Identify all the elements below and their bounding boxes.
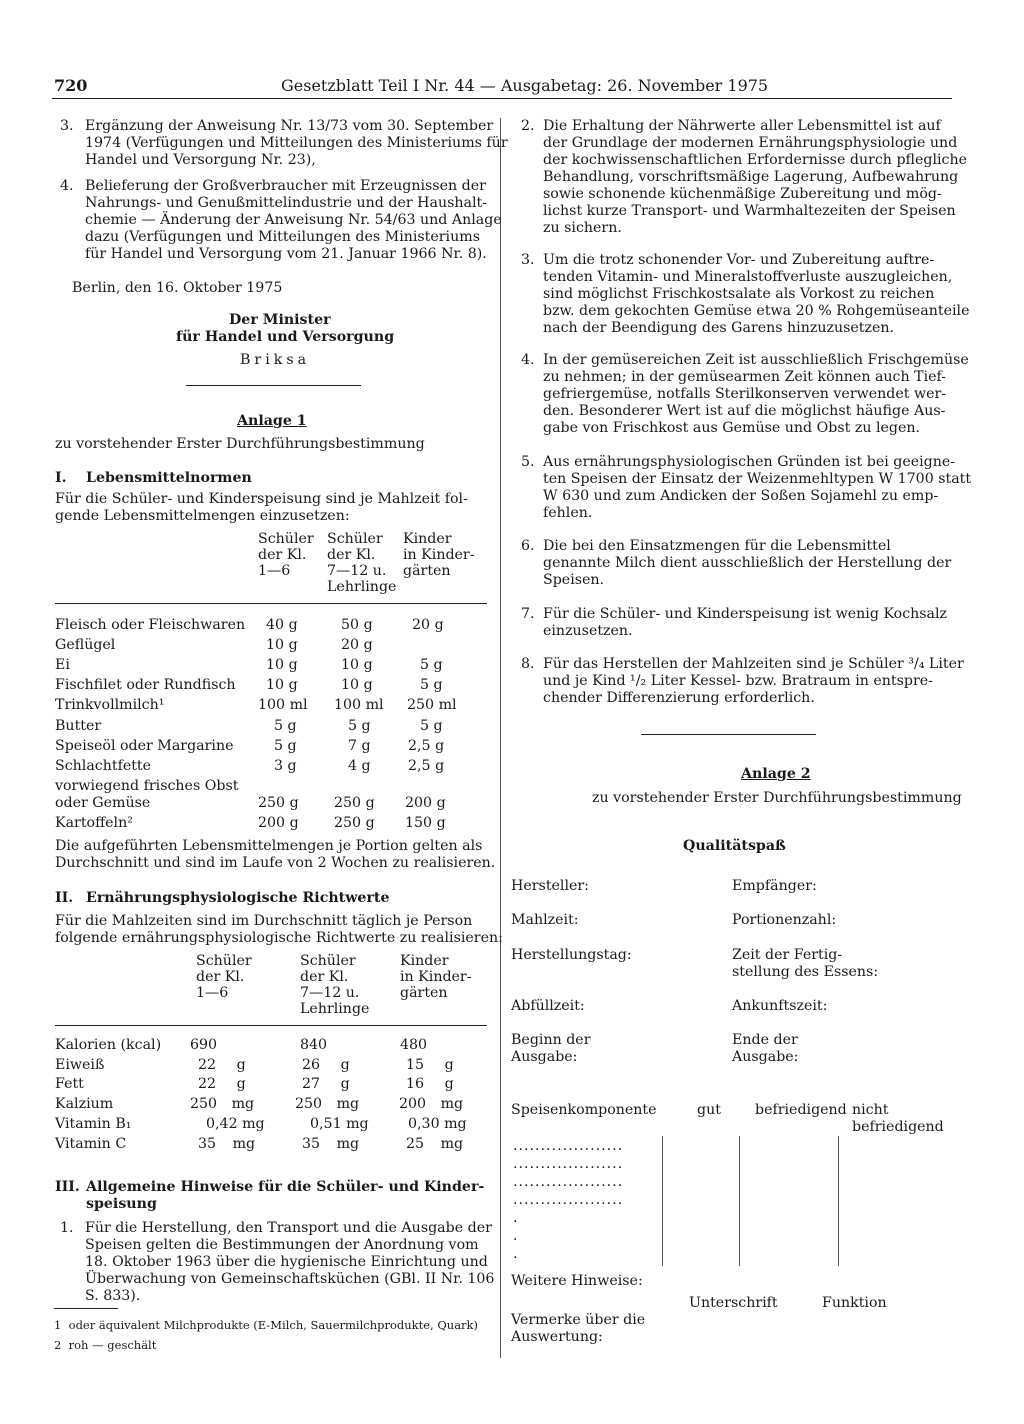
column-header-grade-1-6: Schüler der Kl. 1—6 <box>258 531 314 579</box>
field-mahlzeit: Mahlzeit: <box>511 912 579 928</box>
rating-header-nicht-line2: befriedigend <box>852 1119 944 1135</box>
vermerke-line1: Vermerke über die <box>511 1312 646 1328</box>
footnote-2: 2 roh — geschält <box>54 1338 157 1352</box>
column-header-grade-7-12: Schüler der Kl. 7—12 u. Lehrlinge <box>327 531 397 595</box>
rating-header-nicht-line1: nicht <box>852 1102 889 1118</box>
section1-note-line2: Durchschnitt und sind im Laufe von 2 Wochen zu realisieren. <box>55 855 496 871</box>
field-fertigstellung-line2: stellung des Essens: <box>732 964 879 980</box>
section1-intro-line1: Für die Schüler- und Kinderspeisung sind je Mahlzeit fol- <box>55 491 468 507</box>
field-ankunftszeit: Ankunftszeit: <box>732 998 828 1014</box>
rating-divider-1 <box>662 1136 663 1266</box>
section3-title-line1: Allgemeine Hinweise für die Schüler- und Kinder- <box>86 1179 485 1195</box>
page-number: 720 <box>54 76 88 95</box>
signatory-title-line1: Der Minister <box>229 312 331 328</box>
rating-header-befriedigend: befriedigend <box>755 1102 847 1118</box>
vermerke-line2: Auswertung: <box>511 1329 603 1345</box>
anlage1-title: Anlage 1 <box>237 413 307 429</box>
footnote-rule <box>54 1308 118 1309</box>
field-empfaenger: Empfänger: <box>732 878 817 894</box>
page-header-title: Gesetzblatt Teil I Nr. 44 — Ausgabetag: 26. November 1975 <box>281 76 769 95</box>
anlage1-subtitle: zu vorstehender Erster Durchführungsbestimmung <box>55 436 425 452</box>
field-herstellungstag: Herstellungstag: <box>511 947 632 963</box>
anlage2-subtitle: zu vorstehender Erster Durchführungsbestimmung <box>592 790 962 806</box>
column-header-grade-1-6: Schüler der Kl. 1—6 <box>196 953 252 1001</box>
form-title: Qualitätspaß <box>683 838 786 854</box>
signatory-title-line2: für Handel und Versorgung <box>176 329 395 345</box>
field-abfuellzeit: Abfüllzeit: <box>511 998 585 1014</box>
rating-header-gut: gut <box>697 1102 721 1118</box>
field-beginn-line1: Beginn der <box>511 1032 591 1048</box>
field-beginn-line2: Ausgabe: <box>511 1049 578 1065</box>
table-header-rule <box>55 603 487 604</box>
section3-title-line2: speisung <box>86 1196 157 1212</box>
field-portionenzahl: Portionenzahl: <box>732 912 837 928</box>
unterschrift-label: Unterschrift <box>689 1295 778 1311</box>
section1-number: I. <box>55 470 67 486</box>
section1-note-line1: Die aufgeführten Lebensmittelmengen je Portion gelten als <box>55 838 483 854</box>
footnote-1: 1 oder äquivalent Milchprodukte (E-Milch, Sauermilchprodukte, Quark) <box>54 1318 479 1332</box>
section1-intro-line2: gende Lebensmittelmengen einzusetzen: <box>55 508 350 524</box>
section1-title: Lebensmittelnormen <box>86 470 252 486</box>
anlage2-rule <box>641 734 816 735</box>
section2-title: Ernährungsphysiologische Richtwerte <box>86 890 390 906</box>
signature-rule <box>186 385 361 386</box>
field-ende-line2: Ausgabe: <box>732 1049 799 1065</box>
column-divider <box>500 118 501 1358</box>
section3-number: III. <box>55 1179 80 1195</box>
rating-header-component: Speisenkomponente <box>511 1102 657 1118</box>
column-header-kindergarten: Kinder in Kinder- gärten <box>400 953 472 1001</box>
funktion-label: Funktion <box>822 1295 887 1311</box>
anlage2-title: Anlage 2 <box>741 766 811 782</box>
place-date: Berlin, den 16. Oktober 1975 <box>72 280 283 296</box>
weitere-hinweise: Weitere Hinweise: <box>511 1273 643 1289</box>
rating-divider-3 <box>838 1136 839 1266</box>
field-hersteller: Hersteller: <box>511 878 589 894</box>
field-ende-line1: Ende der <box>732 1032 798 1048</box>
column-header-kindergarten: Kinder in Kinder- gärten <box>403 531 475 579</box>
section2-intro-line2: folgende ernährungsphysiologische Richtwerte zu realisieren: <box>55 930 503 946</box>
section2-number: II. <box>55 890 74 906</box>
rating-divider-2 <box>739 1136 740 1266</box>
field-fertigstellung-line1: Zeit der Fertig- <box>732 947 843 963</box>
signatory-name: Briksa <box>240 352 311 368</box>
header-rule <box>52 98 952 99</box>
column-header-grade-7-12: Schüler der Kl. 7—12 u. Lehrlinge <box>300 953 370 1017</box>
section2-intro-line1: Für die Mahlzeiten sind im Durchschnitt täglich je Person <box>55 913 473 929</box>
table-header-rule <box>55 1025 487 1026</box>
